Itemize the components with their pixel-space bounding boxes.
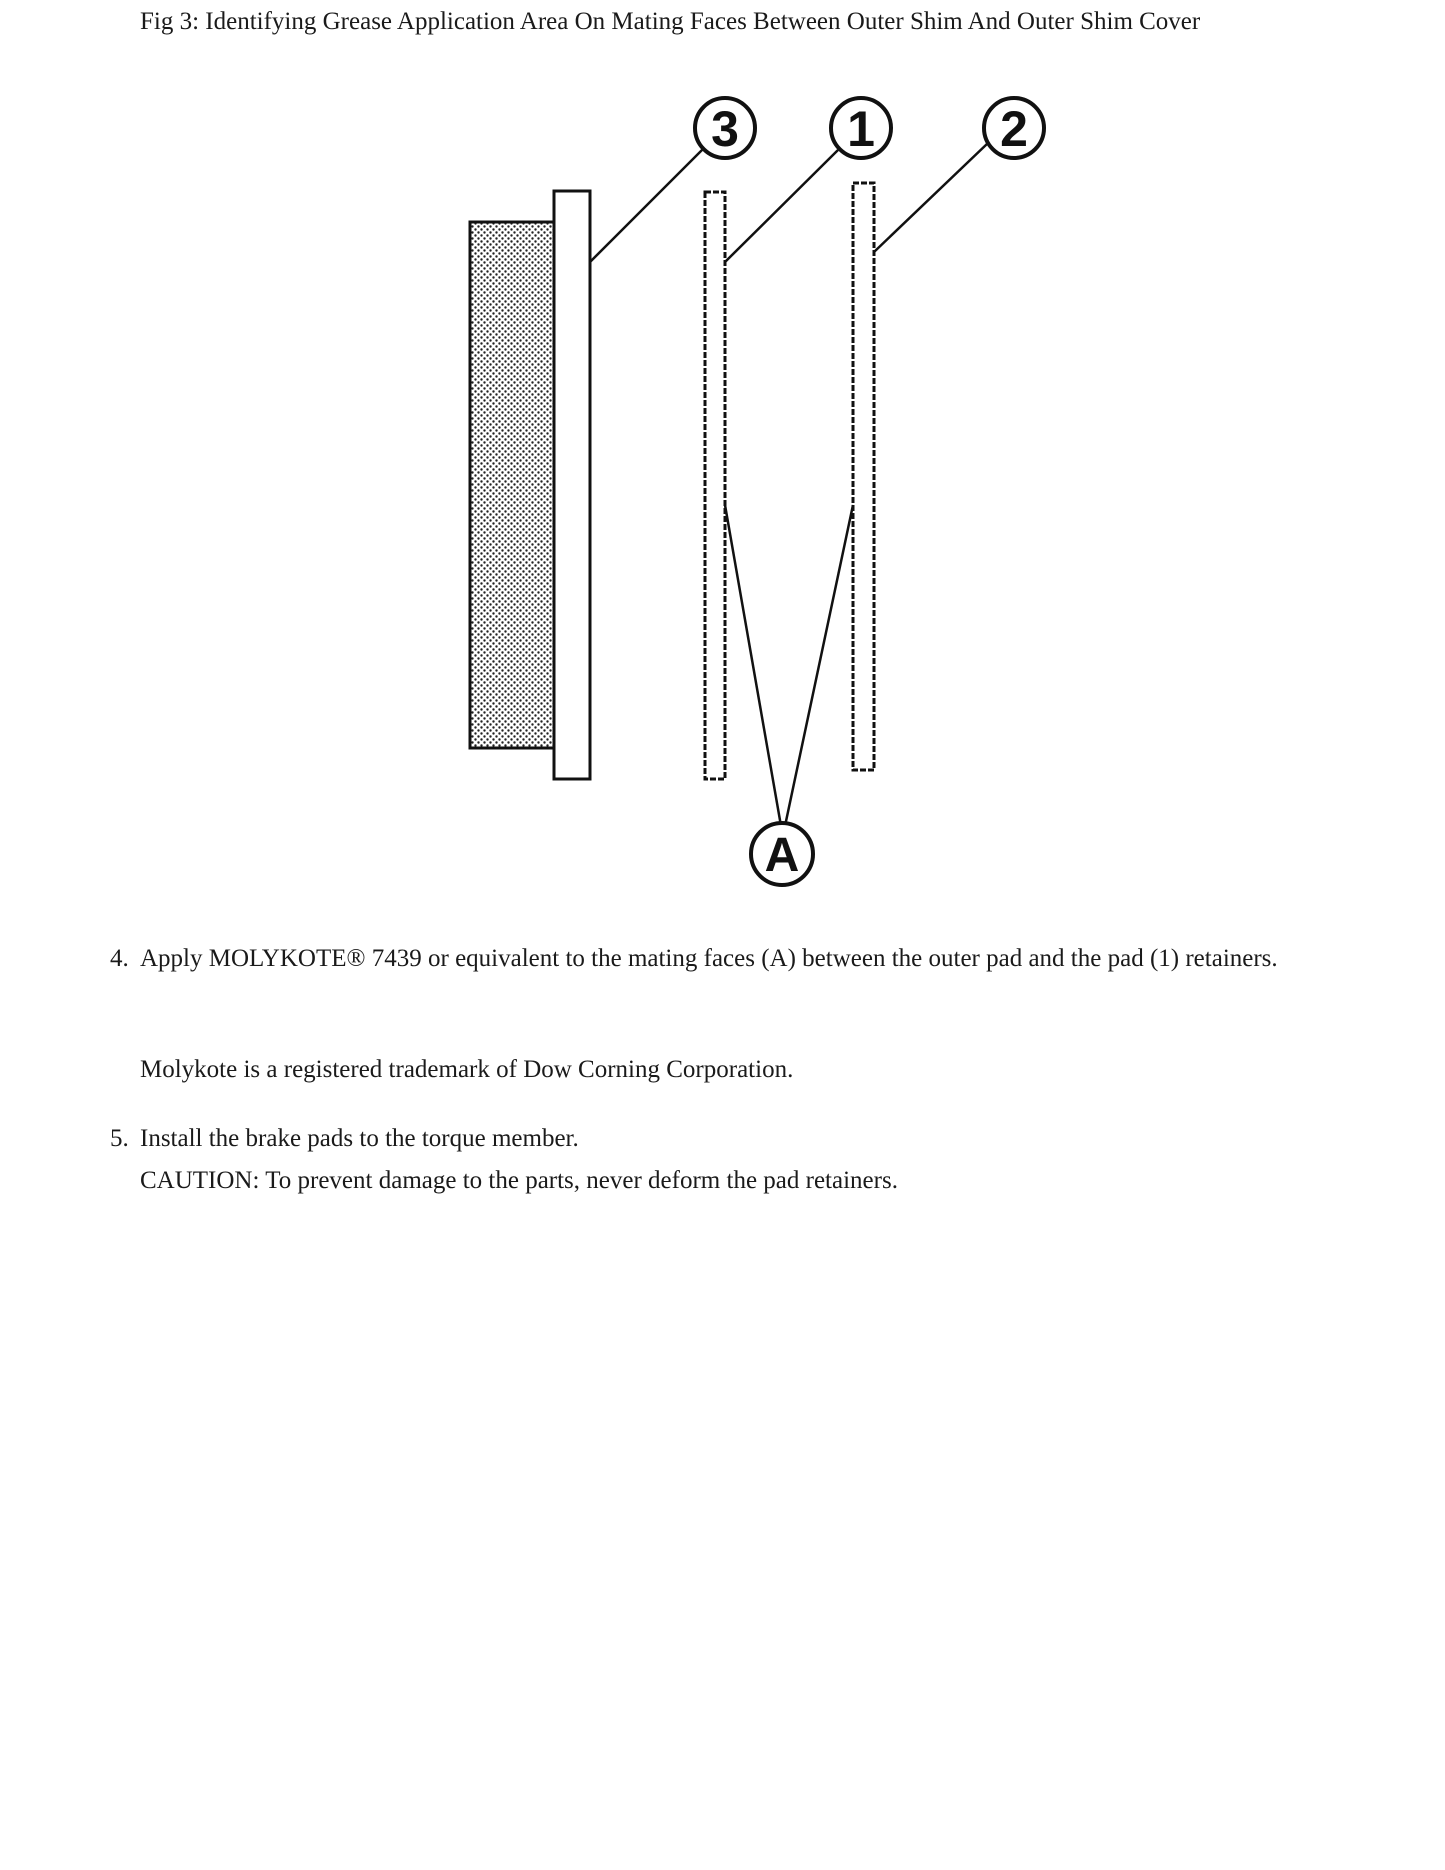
shim-2	[853, 183, 874, 770]
callout-a-label: A	[764, 829, 800, 882]
leader-line-1	[725, 150, 838, 262]
callout-3	[695, 98, 755, 158]
step-4	[110, 938, 1290, 980]
callout-3-label: 3	[711, 101, 739, 157]
pad-assembly-diagram	[0, 0, 1445, 900]
step-5-caution: CAUTION: To prevent damage to the parts, never deform the pad retainers.	[140, 1167, 898, 1194]
leader-line-2	[874, 143, 988, 252]
callout-1-label: 1	[847, 101, 875, 157]
figure-caption: Fig 3: Identifying Grease Application Area On Mating Faces Between Outer Shim And Outer Shim Cover	[140, 8, 1201, 35]
shim-1	[705, 192, 725, 779]
callout-a	[751, 823, 813, 885]
trademark-note: Molykote is a registered trademark of Dow Corning Corporation.	[140, 1056, 794, 1083]
leader-line-3	[590, 148, 704, 262]
callout-2-label: 2	[1000, 101, 1028, 157]
callout-1	[831, 98, 891, 158]
step-5-instruction: Install the brake pads to the torque member.	[140, 1125, 579, 1152]
callout-2	[984, 98, 1044, 158]
step-4-text: Apply MOLYKOTE® 7439 or equivalent to the mating faces (A) between the outer pad and the pad (1) retainers.	[140, 945, 1278, 972]
step-5	[110, 1118, 1290, 1202]
step-5-number: 5.	[110, 1125, 129, 1152]
pad-backing-plate	[554, 191, 590, 779]
leader-line-a-right	[785, 505, 853, 826]
leader-line-a-left	[725, 505, 781, 826]
pad-lining	[470, 222, 554, 748]
step-4-number: 4.	[110, 945, 129, 972]
